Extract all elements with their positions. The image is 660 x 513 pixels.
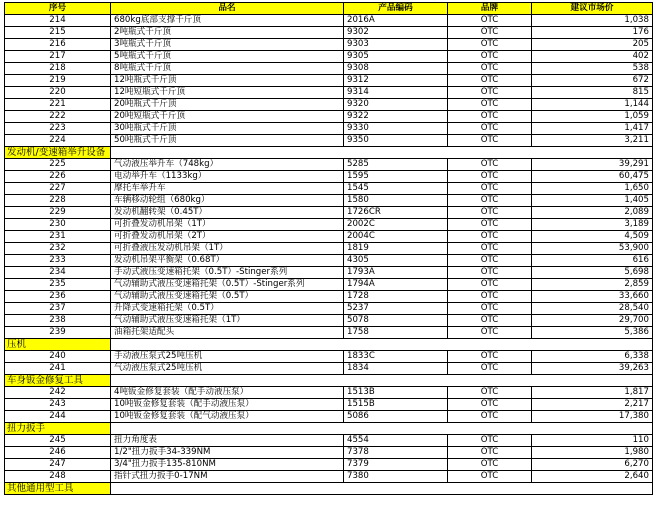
cell-price[interactable]: 2,859 [532,279,653,291]
cell-name[interactable]: 12吨短瓶式千斤顶 [111,87,344,99]
table-row [5,351,653,363]
cell-name[interactable]: 680kg底部支撑千斤顶 [111,15,344,27]
table-row [5,315,653,327]
cell-price[interactable]: 1,144 [532,99,653,111]
section-empty-cell[interactable] [111,423,653,435]
cell-brand[interactable]: OTC [448,99,532,111]
cell-code[interactable]: 2016A [344,15,448,27]
cell-code[interactable]: 1834 [344,363,448,375]
cell-name[interactable]: 2吨瓶式千斤顶 [111,27,344,39]
table-row [5,135,653,147]
cell-code[interactable]: 9322 [344,111,448,123]
cell-price[interactable]: 6,270 [532,459,653,471]
cell-no[interactable]: 229 [5,207,111,219]
cell-brand[interactable]: OTC [448,279,532,291]
cell-code[interactable]: 1728 [344,291,448,303]
table-row [5,255,653,267]
cell-brand[interactable]: OTC [448,63,532,75]
header-row [5,3,653,15]
cell-price[interactable]: 2,089 [532,207,653,219]
table-row [5,171,653,183]
section-label[interactable]: 发动机/变速箱举升设备 [5,147,111,159]
cell-name[interactable]: 20吨短瓶式千斤顶 [111,111,344,123]
table-row [5,99,653,111]
price-table [4,2,653,495]
cell-code[interactable]: 9312 [344,75,448,87]
cell-brand[interactable]: OTC [448,87,532,99]
cell-name[interactable]: 车辆移动轮组（680kg） [111,195,344,207]
cell-no[interactable]: 232 [5,243,111,255]
cell-name[interactable]: 20吨瓶式千斤顶 [111,99,344,111]
cell-brand[interactable]: OTC [448,159,532,171]
cell-price[interactable]: 4,509 [532,231,653,243]
spreadsheet [4,2,653,495]
cell-name[interactable]: 手动式液压变速箱托架（0.5T）-Stinger系列 [111,267,344,279]
cell-name[interactable]: 50吨瓶式千斤顶 [111,135,344,147]
cell-code[interactable]: 5237 [344,303,448,315]
cell-name[interactable]: 气动液压泵式25吨压机 [111,363,344,375]
table-row [5,291,653,303]
cell-brand[interactable]: OTC [448,135,532,147]
table-row [5,63,653,75]
cell-no[interactable]: 227 [5,183,111,195]
table-row [5,399,653,411]
cell-code[interactable]: 4305 [344,255,448,267]
cell-brand[interactable]: OTC [448,471,532,483]
table-body [5,15,653,495]
cell-name[interactable]: 5吨瓶式千斤顶 [111,51,344,63]
cell-code[interactable]: 1758 [344,327,448,339]
cell-no[interactable]: 237 [5,303,111,315]
cell-price[interactable]: 2,640 [532,471,653,483]
cell-no[interactable]: 228 [5,195,111,207]
header-price[interactable]: 建议市场价 [532,3,653,15]
cell-brand[interactable]: OTC [448,27,532,39]
cell-name[interactable]: 油箱托架适配头 [111,327,344,339]
cell-price[interactable]: 1,650 [532,183,653,195]
table-row [5,303,653,315]
cell-no[interactable]: 240 [5,351,111,363]
cell-code[interactable]: 9350 [344,135,448,147]
section-label[interactable]: 扭力扳手 [5,423,111,435]
cell-name[interactable]: 10吨钣金修复套装（配手动液压泵） [111,399,344,411]
section-label[interactable]: 压机 [5,339,111,351]
header-brand[interactable]: 品牌 [448,3,532,15]
cell-brand[interactable]: OTC [448,231,532,243]
cell-price[interactable]: 815 [532,87,653,99]
cell-code[interactable]: 9320 [344,99,448,111]
cell-price[interactable]: 39,291 [532,159,653,171]
cell-no[interactable]: 221 [5,99,111,111]
cell-no[interactable]: 242 [5,387,111,399]
cell-brand[interactable]: OTC [448,327,532,339]
cell-name[interactable]: 4吨钣金修复套装（配手动液压泵） [111,387,344,399]
table-row [5,387,653,399]
cell-brand[interactable]: OTC [448,51,532,63]
cell-name[interactable]: 10吨钣金修复套装（配气动液压泵） [111,411,344,423]
cell-brand[interactable]: OTC [448,399,532,411]
cell-code[interactable]: 9302 [344,27,448,39]
cell-no[interactable]: 244 [5,411,111,423]
cell-brand[interactable]: OTC [448,255,532,267]
header-code[interactable]: 产品编码 [344,3,448,15]
cell-name[interactable]: 发动机吊架平衡架（0.68T） [111,255,344,267]
cell-code[interactable]: 1793A [344,267,448,279]
cell-no[interactable]: 235 [5,279,111,291]
cell-brand[interactable]: OTC [448,111,532,123]
cell-name[interactable]: 气动辅助式液压变速箱托架（1T） [111,315,344,327]
cell-no[interactable]: 219 [5,75,111,87]
cell-no[interactable]: 247 [5,459,111,471]
cell-price[interactable]: 1,417 [532,123,653,135]
table-row [5,195,653,207]
cell-code[interactable]: 1819 [344,243,448,255]
cell-code[interactable]: 1545 [344,183,448,195]
cell-brand[interactable]: OTC [448,387,532,399]
cell-no[interactable]: 231 [5,231,111,243]
cell-brand[interactable]: OTC [448,123,532,135]
cell-price[interactable]: 5,386 [532,327,653,339]
cell-brand[interactable]: OTC [448,351,532,363]
cell-name[interactable]: 可折叠液压发动机吊架（1T） [111,243,344,255]
cell-brand[interactable]: OTC [448,171,532,183]
cell-code[interactable]: 1726CR [344,207,448,219]
cell-no[interactable]: 218 [5,63,111,75]
table-row [5,243,653,255]
cell-code[interactable]: 9330 [344,123,448,135]
cell-price[interactable]: 672 [532,75,653,87]
cell-brand[interactable]: OTC [448,39,532,51]
cell-brand[interactable]: OTC [448,243,532,255]
cell-brand[interactable]: OTC [448,459,532,471]
section-empty-cell[interactable] [111,483,653,495]
cell-code[interactable]: 1833C [344,351,448,363]
cell-price[interactable]: 2,217 [532,399,653,411]
cell-price[interactable]: 17,380 [532,411,653,423]
cell-name[interactable]: 3/4"扭力扳手135-810NM [111,459,344,471]
cell-code[interactable]: 1595 [344,171,448,183]
cell-brand[interactable]: OTC [448,291,532,303]
cell-brand[interactable]: OTC [448,267,532,279]
cell-price[interactable]: 6,338 [532,351,653,363]
cell-code[interactable]: 1580 [344,195,448,207]
cell-name[interactable]: 升降式变速箱托架（0.5T） [111,303,344,315]
section-label[interactable]: 车身钣金修复工具 [5,375,111,387]
cell-price[interactable]: 1,817 [532,387,653,399]
section-empty-cell[interactable] [111,147,653,159]
cell-price[interactable]: 402 [532,51,653,63]
cell-price[interactable]: 39,263 [532,363,653,375]
table-row [5,27,653,39]
cell-code[interactable]: 9308 [344,63,448,75]
cell-code[interactable]: 7379 [344,459,448,471]
cell-price[interactable]: 28,540 [532,303,653,315]
cell-name[interactable]: 可折叠发动机吊架（1T） [111,219,344,231]
cell-name[interactable]: 气动辅助式液压变速箱托架（0.5T） [111,291,344,303]
table-row [5,15,653,27]
cell-code[interactable]: 7380 [344,471,448,483]
cell-price[interactable]: 3,211 [532,135,653,147]
cell-price[interactable]: 538 [532,63,653,75]
cell-name[interactable]: 3吨瓶式千斤顶 [111,39,344,51]
table-row [5,363,653,375]
cell-price[interactable]: 33,660 [532,291,653,303]
cell-code[interactable]: 9314 [344,87,448,99]
cell-brand[interactable]: OTC [448,195,532,207]
table-row [5,123,653,135]
cell-no[interactable]: 222 [5,111,111,123]
cell-price[interactable]: 1,038 [532,15,653,27]
cell-name[interactable]: 摩托车举升车 [111,183,344,195]
cell-brand[interactable]: OTC [448,315,532,327]
cell-brand[interactable]: OTC [448,183,532,195]
table-row [5,471,653,483]
header-no[interactable]: 序号 [5,3,111,15]
cell-no[interactable]: 246 [5,447,111,459]
cell-brand[interactable]: OTC [448,15,532,27]
cell-no[interactable]: 226 [5,171,111,183]
cell-no[interactable]: 245 [5,435,111,447]
cell-brand[interactable]: OTC [448,303,532,315]
cell-name[interactable]: 可折叠发动机吊架（2T） [111,231,344,243]
cell-no[interactable]: 216 [5,39,111,51]
table-row [5,159,653,171]
cell-brand[interactable]: OTC [448,363,532,375]
cell-code[interactable]: 1794A [344,279,448,291]
table-row [5,219,653,231]
cell-brand[interactable]: OTC [448,75,532,87]
cell-name[interactable]: 发动机翻转架（0.45T） [111,207,344,219]
cell-brand[interactable]: OTC [448,411,532,423]
cell-code[interactable]: 9305 [344,51,448,63]
cell-price[interactable]: 205 [532,39,653,51]
table-row [5,411,653,423]
cell-name[interactable]: 气动辅助式液压变速箱托架（0.5T）-Stinger系列 [111,279,344,291]
cell-name[interactable]: 1/2"扭力扳手34-339NM [111,447,344,459]
cell-no[interactable]: 214 [5,15,111,27]
table-row [5,75,653,87]
cell-name[interactable]: 扭力角度表 [111,435,344,447]
cell-no[interactable]: 243 [5,399,111,411]
header-name[interactable]: 品名 [111,3,344,15]
cell-code[interactable]: 5078 [344,315,448,327]
cell-code[interactable]: 2002C [344,219,448,231]
cell-price[interactable]: 5,698 [532,267,653,279]
cell-code[interactable]: 5285 [344,159,448,171]
section-label[interactable]: 其他通用型工具 [5,483,111,495]
section-empty-cell[interactable] [111,375,653,387]
section-row [5,339,653,351]
cell-code[interactable]: 5086 [344,411,448,423]
cell-price[interactable]: 1,059 [532,111,653,123]
cell-brand[interactable]: OTC [448,207,532,219]
cell-name[interactable]: 气动液压举升车（748kg） [111,159,344,171]
cell-price[interactable]: 60,475 [532,171,653,183]
table-row [5,207,653,219]
table-row [5,51,653,63]
cell-price[interactable]: 176 [532,27,653,39]
table-row [5,87,653,99]
cell-no[interactable]: 241 [5,363,111,375]
table-row [5,459,653,471]
cell-brand[interactable]: OTC [448,447,532,459]
cell-name[interactable]: 指针式扭力扳手0-17NM [111,471,344,483]
cell-price[interactable]: 1,980 [532,447,653,459]
cell-no[interactable]: 230 [5,219,111,231]
cell-price[interactable]: 1,405 [532,195,653,207]
cell-price[interactable]: 3,189 [532,219,653,231]
cell-name[interactable]: 30吨瓶式千斤顶 [111,123,344,135]
cell-no[interactable]: 234 [5,267,111,279]
table-row [5,279,653,291]
cell-name[interactable]: 12吨瓶式千斤顶 [111,75,344,87]
cell-code[interactable]: 4554 [344,435,448,447]
cell-price[interactable]: 53,900 [532,243,653,255]
section-row [5,423,653,435]
section-row [5,483,653,495]
section-empty-cell[interactable] [111,339,653,351]
cell-price[interactable]: 110 [532,435,653,447]
cell-brand[interactable]: OTC [448,219,532,231]
table-row [5,183,653,195]
cell-no[interactable]: 220 [5,87,111,99]
table-row [5,111,653,123]
cell-price[interactable]: 29,700 [532,315,653,327]
cell-no[interactable]: 215 [5,27,111,39]
table-row [5,327,653,339]
cell-code[interactable]: 1515B [344,399,448,411]
cell-no[interactable]: 233 [5,255,111,267]
cell-code[interactable]: 9303 [344,39,448,51]
cell-no[interactable]: 225 [5,159,111,171]
cell-no[interactable]: 248 [5,471,111,483]
cell-price[interactable]: 616 [532,255,653,267]
cell-no[interactable]: 236 [5,291,111,303]
table-row [5,267,653,279]
cell-no[interactable]: 239 [5,327,111,339]
table-row [5,435,653,447]
cell-no[interactable]: 223 [5,123,111,135]
table-row [5,231,653,243]
cell-no[interactable]: 224 [5,135,111,147]
cell-name[interactable]: 手动液压泵式25吨压机 [111,351,344,363]
section-row [5,375,653,387]
section-row [5,147,653,159]
cell-code[interactable]: 2004C [344,231,448,243]
cell-brand[interactable]: OTC [448,435,532,447]
cell-name[interactable]: 8吨瓶式千斤顶 [111,63,344,75]
cell-code[interactable]: 7378 [344,447,448,459]
cell-no[interactable]: 217 [5,51,111,63]
cell-no[interactable]: 238 [5,315,111,327]
table-row [5,39,653,51]
table-row [5,447,653,459]
cell-code[interactable]: 1513B [344,387,448,399]
cell-name[interactable]: 电动举升车（1133kg） [111,171,344,183]
